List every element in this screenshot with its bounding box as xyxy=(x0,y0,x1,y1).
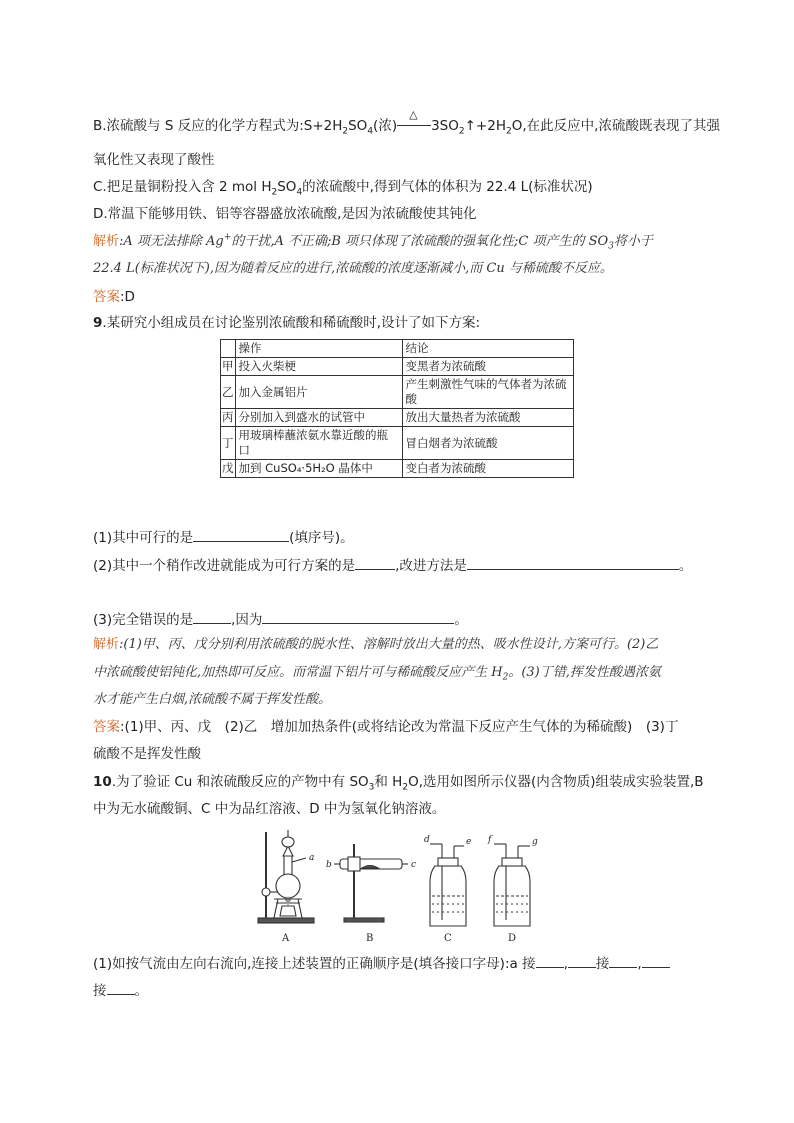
subscript: 2 xyxy=(502,672,509,683)
option-c-text: SO xyxy=(277,179,297,195)
explanation-text: 将小于 xyxy=(613,234,653,249)
question-stem: .某研究小组成员在讨论鉴别浓硫酸和稀硫酸时,设计了如下方案: xyxy=(102,315,481,331)
answer-blank[interactable] xyxy=(568,953,596,968)
subscript: 2 xyxy=(271,187,278,198)
explanation-text: :A 项无法排除 Ag xyxy=(119,234,224,249)
option-c-text: 的浓硫酸中,得到气体的体积为 22.4 L(标准状况) xyxy=(302,179,593,195)
q9-sub2 xyxy=(93,555,692,575)
q9-answer-line2: 硫酸不是挥发性酸 xyxy=(93,746,201,762)
port-label-c: c xyxy=(411,860,417,870)
port-label-d: d xyxy=(424,835,430,845)
option-b-line2: 氧化性又表现了酸性 xyxy=(93,152,215,168)
q8-answer xyxy=(93,288,135,306)
question-stem: .为了验证 Cu 和浓硫酸反应的产物中有 SO xyxy=(111,774,369,790)
table-cell: 用玻璃棒蘸浓氨水靠近酸的瓶口 xyxy=(235,427,402,460)
port-label-b: b xyxy=(326,860,332,870)
sub-question-text: 。 xyxy=(678,558,693,574)
sub-question-text: ,因为 xyxy=(231,612,263,628)
subscript: 2 xyxy=(342,126,349,137)
option-c xyxy=(93,178,593,196)
answer-blank[interactable] xyxy=(262,609,454,624)
sub-question-text: (1)其中可行的是 xyxy=(93,530,194,546)
q9-explanation-line2 xyxy=(93,664,661,682)
sub-question-text: 接 xyxy=(595,956,610,972)
q9-sub3 xyxy=(93,609,468,629)
answer-value: :D xyxy=(120,289,135,305)
sub-question-text: (填序号)。 xyxy=(289,530,354,546)
subscript: 4 xyxy=(296,187,303,198)
apparatus-d xyxy=(494,844,530,926)
sub-question-text: , xyxy=(563,956,568,972)
explanation-text: 的干扰,A 不正确;B 项只体现了浓硫酸的强氧化性;C 项产生的 SO xyxy=(231,234,609,249)
sub-question-text: (2)其中一个稍作改进就能成为可行方案的是 xyxy=(93,558,356,574)
table-row xyxy=(221,358,574,376)
superscript: + xyxy=(223,232,232,243)
subscript: 3 xyxy=(368,782,375,793)
answer-blank[interactable] xyxy=(107,980,135,995)
port-label-a: a xyxy=(309,853,315,863)
table-cell: 甲 xyxy=(221,358,236,376)
explanation-label: 解析 xyxy=(93,637,120,652)
table-row xyxy=(221,376,574,409)
q10-stem-line1 xyxy=(93,773,704,791)
option-b-text: SO xyxy=(348,118,368,134)
table-row xyxy=(221,409,574,427)
table-cell: 加到 CuSO₄·5H₂O 晶体中 xyxy=(235,460,402,478)
q9-answer-line1 xyxy=(93,718,678,736)
question-number: 10 xyxy=(93,774,112,790)
apparatus-label-b: B xyxy=(366,933,374,944)
subscript: 4 xyxy=(367,126,374,137)
sub-question-text: ,改进方法是 xyxy=(395,558,467,574)
explanation-text: 中浓硫酸使铝钝化,加热即可反应。而常温下铝片可与稀硫酸反应产生 H xyxy=(93,665,503,680)
sub-question-text: (1)如按气流由左向右流向,连接上述装置的正确顺序是(填各接口字母):a 接 xyxy=(93,956,536,972)
sub-question-text: (3)完全错误的是 xyxy=(93,612,194,628)
table-header-cell xyxy=(221,340,236,358)
question-stem: O,选用如图所示仪器(内含物质)组装成实验装置,B xyxy=(408,774,704,790)
answer-blank[interactable] xyxy=(467,555,679,570)
table-cell: 加入金属铝片 xyxy=(235,376,402,409)
table-cell: 乙 xyxy=(221,376,236,409)
apparatus-c xyxy=(430,844,466,926)
table-cell: 变黑者为浓硫酸 xyxy=(402,358,574,376)
option-d: D.常温下能够用铁、铝等容器盛放浓硫酸,是因为浓硫酸使其钝化 xyxy=(93,206,477,222)
sub-question-text: 。 xyxy=(454,612,468,628)
option-b-text: ↑+2H xyxy=(464,118,506,134)
answer-label: 答案 xyxy=(93,719,120,735)
table-header-cell: 结论 xyxy=(402,340,574,358)
table-cell: 分别加入到盛水的试管中 xyxy=(235,409,402,427)
answer-blank[interactable] xyxy=(642,953,670,968)
table-header-cell: 操作 xyxy=(235,340,402,358)
sub-question-text: , xyxy=(637,956,642,972)
q9-stem xyxy=(93,314,480,332)
table-cell: 戊 xyxy=(221,460,236,478)
port-label-g: g xyxy=(532,837,538,847)
table-header-row xyxy=(221,340,574,358)
table-cell: 投入火柴梗 xyxy=(235,358,402,376)
table-cell: 产生刺激性气味的气体者为浓硫酸 xyxy=(402,376,574,409)
answer-blank[interactable] xyxy=(609,953,637,968)
answer-blank[interactable] xyxy=(355,555,395,570)
subscript: 2 xyxy=(458,126,465,137)
table-row xyxy=(221,427,574,460)
apparatus-labels xyxy=(281,933,516,944)
answer-blank[interactable] xyxy=(193,527,289,542)
subscript: 2 xyxy=(402,782,409,793)
table-cell: 丁 xyxy=(221,427,236,460)
explanation-text: :(1)甲、丙、戊分别利用浓硫酸的脱水性、溶解时放出大量的热、吸水性设计,方案可行。(2)乙 xyxy=(119,637,659,652)
answer-value: :(1)甲、丙、戊 (2)乙 增加加热条件(或将结论改为常温下反应产生气体的为稀硫酸) (3)丁 xyxy=(120,719,679,735)
option-b-text: (浓) xyxy=(373,118,398,134)
explanation-text: 。(3)丁错,挥发性酸遇浓氨 xyxy=(508,665,661,680)
subscript: 3 xyxy=(608,241,614,252)
option-b-text: O,在此反应中,浓硫酸既表现了其强 xyxy=(511,118,720,134)
apparatus-a xyxy=(258,830,314,923)
answer-blank[interactable] xyxy=(536,953,564,968)
answer-label: 答案 xyxy=(93,289,120,305)
q10-sub1-line1 xyxy=(93,953,670,973)
sub-question-text: 。 xyxy=(134,983,148,999)
apparatus-label-d: D xyxy=(508,933,517,944)
apparatus-label-c: C xyxy=(444,933,452,944)
port-label-f: f xyxy=(488,835,492,845)
apparatus-label-a: A xyxy=(282,933,290,944)
table-cell: 冒白烟者为浓硫酸 xyxy=(402,427,574,460)
q8-explanation-line1 xyxy=(93,233,653,251)
apparatus-figure xyxy=(252,826,552,946)
answer-blank[interactable] xyxy=(193,609,231,624)
q9-sub1 xyxy=(93,527,354,547)
table-cell: 变白者为浓硫酸 xyxy=(402,460,574,478)
q10-stem-line2: 中为无水硫酸铜、C 中为品红溶液、D 中为氢氧化钠溶液。 xyxy=(93,801,446,817)
port-label-e: e xyxy=(466,837,472,847)
option-b-line1 xyxy=(93,108,720,137)
table-cell: 丙 xyxy=(221,409,236,427)
option-c-text: C.把足量铜粉投入含 2 mol H xyxy=(93,179,272,195)
apparatus-b xyxy=(334,844,408,922)
question-number: 9 xyxy=(93,315,103,331)
table-row xyxy=(221,460,574,478)
heat-triangle-icon: △ xyxy=(409,108,418,121)
plan-table xyxy=(220,339,574,478)
heating-arrow xyxy=(397,108,431,130)
q8-explanation-line2: 22.4 L(标准状况下),因为随着反应的进行,浓硫酸的浓度逐渐减小,而 Cu 与稀硫酸不反应。 xyxy=(93,261,613,276)
sub-question-text: 接 xyxy=(93,983,107,999)
option-b-text: B.浓硫酸与 S 反应的化学方程式为:S+2H xyxy=(93,118,343,134)
explanation-label: 解析 xyxy=(93,234,120,249)
question-stem: 和 H xyxy=(374,774,403,790)
q9-explanation-line1 xyxy=(93,636,658,654)
q10-sub1-line2 xyxy=(93,980,148,1000)
subscript: 2 xyxy=(506,126,512,137)
q9-explanation-line3: 水才能产生白烟,浓硫酸不属于挥发性酸。 xyxy=(93,692,332,707)
table-cell: 放出大量热者为浓硫酸 xyxy=(402,409,574,427)
option-b-text: 3SO xyxy=(431,118,459,134)
